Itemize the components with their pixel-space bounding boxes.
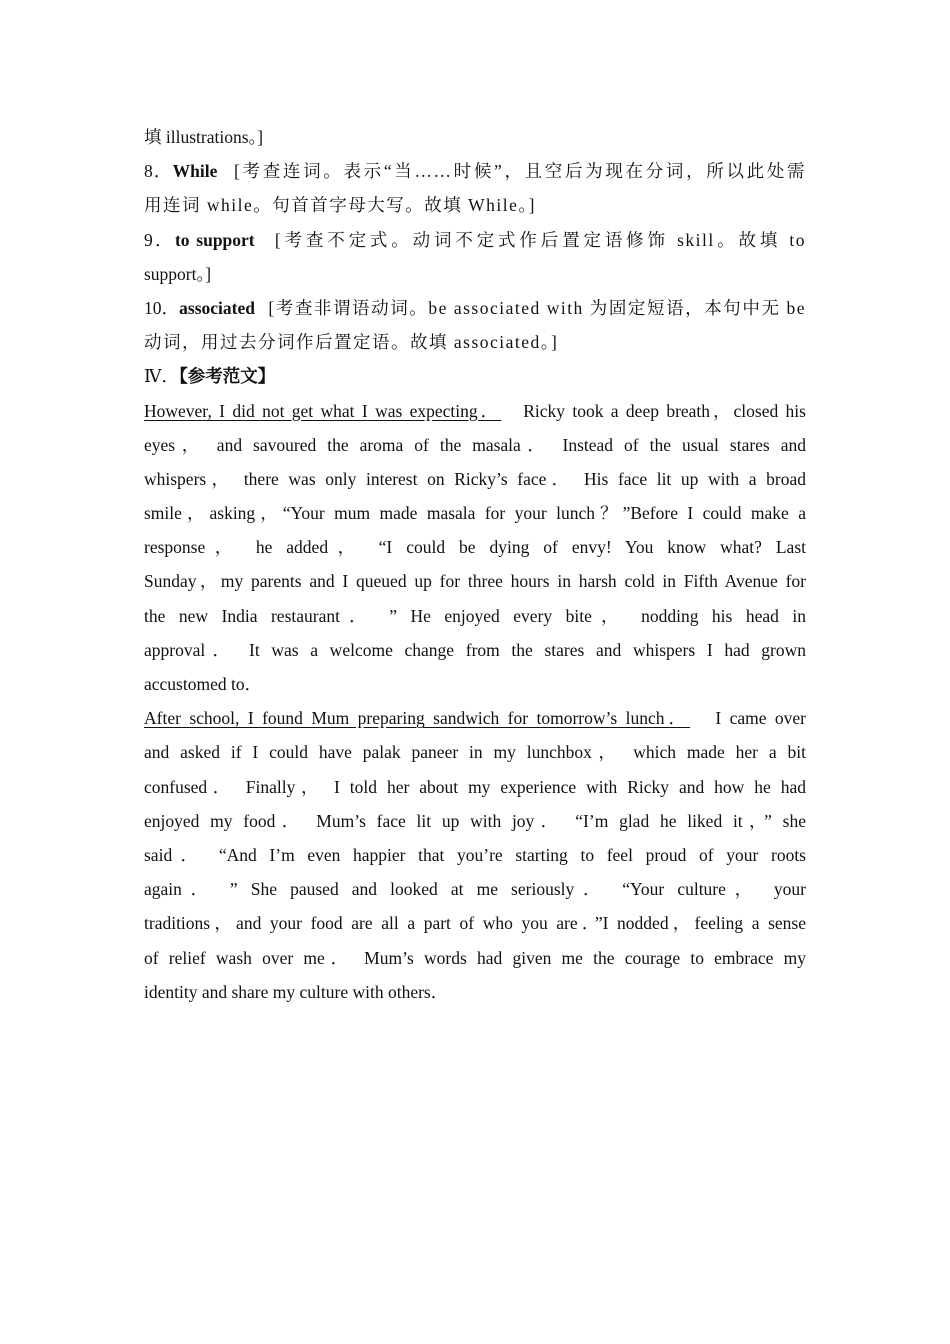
essay-p1-line4: smile，asking，“Your mum made masala for your lunch？”Before I could make a [144,503,806,524]
essay-p1-line3: whispers， there was only interest on Ricky’s face． His face lit up with a broad [144,468,806,489]
explanation: [考查不定式。动词不定式作后置定语修饰 skill。故填 to [274,229,807,250]
section-number: Ⅳ． [144,366,179,387]
question-number: 10． [144,297,180,318]
explanation: 用连词 while。句首首字母大写。故填 While。] [144,195,536,216]
section-heading [144,359,806,393]
essay-p1-line6: Sunday，my parents and I queued up for three hours in harsh cold in Fifth Avenue for [144,571,806,592]
essay-p1-line2: eyes， and savoured the aroma of the masala． Instead of the usual stares and [144,434,806,455]
essay-p1-line7: the new India restaurant． ” He enjoyed every bite， nodding his head in [144,605,806,626]
essay-p2-line9: identity and share my culture with others． [144,981,449,1002]
essay-p1-line8: approval． It was a welcome change from the stares and whispers I had grown [144,639,806,660]
explanation: support。] [144,263,212,284]
answer-8-line2 [144,188,806,222]
section-title: 【参考范文】 [178,366,276,387]
essay-p2-line2: and asked if I could have palak paneer in my lunchbox， which made her a bit [144,742,806,763]
question-number: 9． [144,229,175,250]
answer-8-line1 [144,154,806,188]
explanation: 动词，用过去分词作后置定语。故填 associated。] [144,332,559,353]
answer-word: to support [174,229,255,250]
answer-continuation: 填 illustrations。] [144,127,264,147]
answer-word: While [172,161,218,182]
answer-10-line2 [144,325,806,359]
explanation: [考查非谓语动词。be associated with 为固定短语，本句中无 be [268,297,807,318]
essay-p2-line3: confused． Finally， I told her about my experience with Ricky and how he had [144,776,806,797]
essay-p1-line9: accustomed to． [144,674,263,694]
essay-p2-line1: After school, I found Mum preparing sandwich for tomorrow’s lunch． I came over [144,708,807,729]
answer-10-line1 [144,291,806,325]
essay-p2-line6: again． ” She paused and looked at me seriously． “Your culture， your [144,879,806,900]
essay-p1-line1: However, I did not get what I was expecting． Ricky took a deep breath，closed his [144,400,806,421]
paragraph-opening-sentence: After school, I found Mum preparing sandwich for tomorrow’s lunch． [144,708,691,729]
essay-p2-line7: traditions，and your food are all a part of who you are．”I nodded，feeling a sense [144,913,806,934]
essay-p2-line5: said． “And I’m even happier that you’re starting to feel proud of your roots [144,844,806,865]
explanation: [考查连词。表示“当……时候”，且空后为现在分词，所以此处需 [234,161,806,182]
essay-p2-line4: enjoyed my food． Mum’s face lit up with joy． “I’m glad he liked it，” she [144,810,806,831]
question-number: 8． [144,161,173,182]
answer-9-line2 [144,257,806,291]
essay-p1-line5: response， he added， “I could be dying of envy! You know what? Last [144,537,806,558]
answer-9-line1 [144,223,806,257]
paragraph-opening-sentence: However, I did not get what I was expecting． [144,400,502,421]
essay-p2-line8: of relief wash over me． Mum’s words had given me the courage to embrace my [144,947,806,968]
answer-word: associated [179,297,255,318]
document-page [144,120,806,1009]
